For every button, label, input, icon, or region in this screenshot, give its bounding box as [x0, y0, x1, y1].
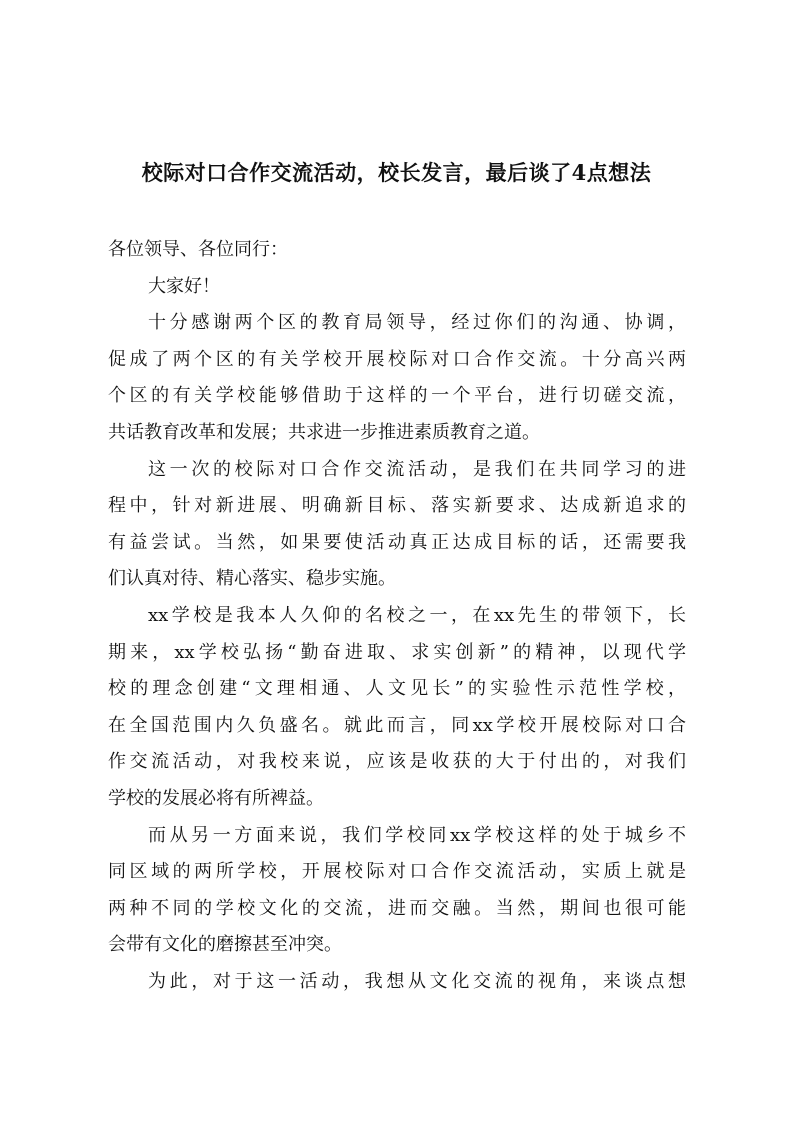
paragraph-line: 个区的有关学校能够借助于这样的一个平台，进行切磋交流，	[108, 385, 686, 407]
document-body	[108, 232, 686, 1000]
paragraph-line: 为此，对于这一活动，我想从文化交流的视角，来谈点想	[148, 970, 686, 992]
paragraph-line: 学校的发展必将有所裨益。	[108, 787, 324, 809]
paragraph-line: 们认真对待、精心落实、稳步实施。	[108, 568, 396, 590]
paragraph-line: 而从另一方面来说，我们学校同xx学校这样的处于城乡不	[148, 824, 686, 846]
paragraph-line: 促成了两个区的有关学校开展校际对口合作交流。十分高兴两	[108, 348, 686, 370]
paragraph-line: 两种不同的学校文化的交流，进而交融。当然，期间也很可能	[108, 897, 686, 919]
paragraph-line: 程中，针对新进展、明确新目标、落实新要求、达成新追求的	[108, 495, 686, 517]
paragraph-line: 这一次的校际对口合作交流活动，是我们在共同学习的进	[148, 458, 686, 480]
document-title: 校际对口合作交流活动，校长发言，最后谈了4点想法	[141, 160, 652, 185]
paragraph-line: 共话教育改革和发展；共求进一步推进素质教育之道。	[108, 421, 540, 443]
greeting-line: 大家好！	[148, 275, 220, 297]
paragraph-line: 会带有文化的磨擦甚至冲突。	[108, 934, 342, 956]
paragraph-line: 作交流活动，对我校来说，应该是收获的大于付出的，对我们	[108, 751, 686, 773]
paragraph-line: 在全国范围内久负盛名。就此而言，同xx学校开展校际对口合	[108, 714, 686, 736]
paragraph-line: 有益尝试。当然，如果要使活动真正达成目标的话，还需要我	[108, 531, 686, 553]
paragraph-line: 同区域的两所学校，开展校际对口合作交流活动，实质上就是	[108, 861, 686, 883]
salutation-line: 各位领导、各位同行：	[108, 239, 288, 260]
paragraph-line: xx学校是我本人久仰的名校之一，在xx先生的带领下，长	[148, 604, 686, 626]
paragraph-line: 十分感谢两个区的教育局领导，经过你们的沟通、协调，	[148, 312, 686, 334]
paragraph-line: 期来，xx学校弘扬“勤奋进取、求实创新”的精神，以现代学	[108, 641, 686, 663]
paragraph-line: 校的理念创建“文理相通、人文见长”的实验性示范性学校，	[108, 678, 686, 700]
